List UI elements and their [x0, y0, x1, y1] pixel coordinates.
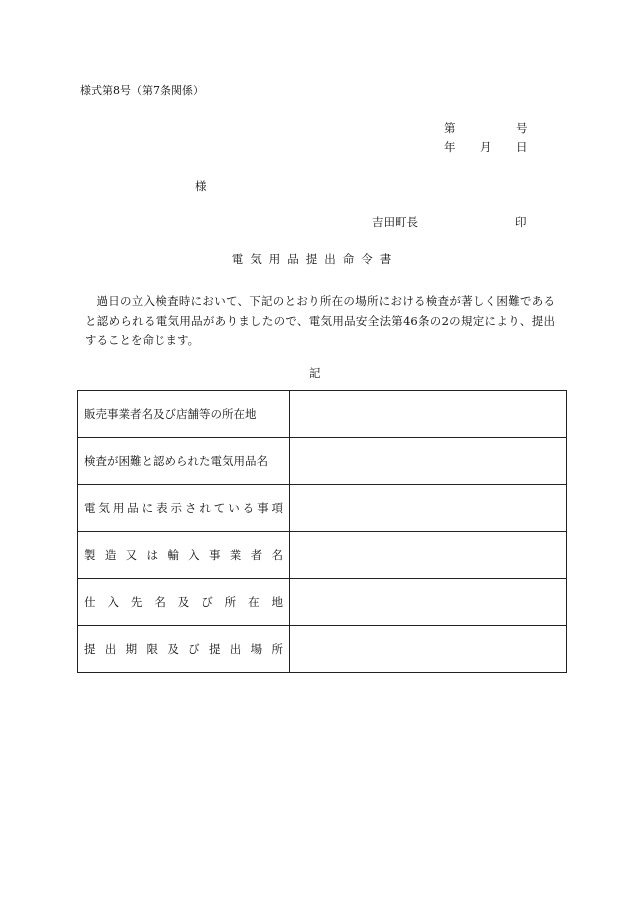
- row-label-cell: [78, 391, 290, 438]
- row-label-cell: [78, 626, 290, 673]
- row-value-cell[interactable]: [290, 485, 567, 532]
- document-title: 電気用品提出命令書: [231, 252, 399, 266]
- row-value-cell[interactable]: [290, 391, 567, 438]
- row-label: 仕 入 先 名 及 び 所 在 地: [84, 595, 283, 609]
- addressee-honorific: 様: [195, 179, 207, 193]
- order-body-text: 過日の立入検査時において、下記のとおり所在の場所における検査が著しく困難であると認められる電気用品がありましたので、電気用品安全法第46条の2の規定により、提出することを命じます。: [85, 294, 555, 347]
- row-value-cell[interactable]: [290, 626, 567, 673]
- table-row: [78, 485, 567, 532]
- date-month-label: 月: [480, 140, 492, 154]
- row-label: 検査が困難と認められた電気用品名: [84, 454, 268, 468]
- document-number-prefix: 第: [444, 121, 456, 135]
- row-label: 製 造 又 は 輸 入 事 業 者 名: [84, 548, 283, 562]
- table-row: [78, 391, 567, 438]
- issuer-name: 吉田町長: [372, 215, 418, 229]
- ki-heading: 記: [309, 366, 321, 380]
- table-row: [78, 532, 567, 579]
- row-label: 電 気 用 品 に 表 示 さ れ て い る 事 項: [84, 501, 283, 515]
- table-row: [78, 579, 567, 626]
- row-label: 販売事業者名及び店舗等の所在地: [84, 407, 257, 421]
- row-value-cell[interactable]: [290, 579, 567, 626]
- row-label: 提 出 期 限 及 び 提 出 場 所: [84, 642, 283, 656]
- date-year-label: 年: [444, 140, 456, 154]
- table-row: [78, 626, 567, 673]
- form-number-label: 様式第8号（第7条関係）: [80, 84, 204, 97]
- row-label-cell: [78, 579, 290, 626]
- row-label-cell: [78, 485, 290, 532]
- date-day-label: 日: [516, 140, 528, 154]
- items-table: [77, 390, 567, 673]
- table-row: [78, 438, 567, 485]
- row-label-cell: [78, 438, 290, 485]
- row-value-cell[interactable]: [290, 532, 567, 579]
- row-label-cell: [78, 532, 290, 579]
- row-value-cell[interactable]: [290, 438, 567, 485]
- seal-mark: 印: [515, 215, 527, 229]
- document-number-suffix: 号: [516, 121, 528, 135]
